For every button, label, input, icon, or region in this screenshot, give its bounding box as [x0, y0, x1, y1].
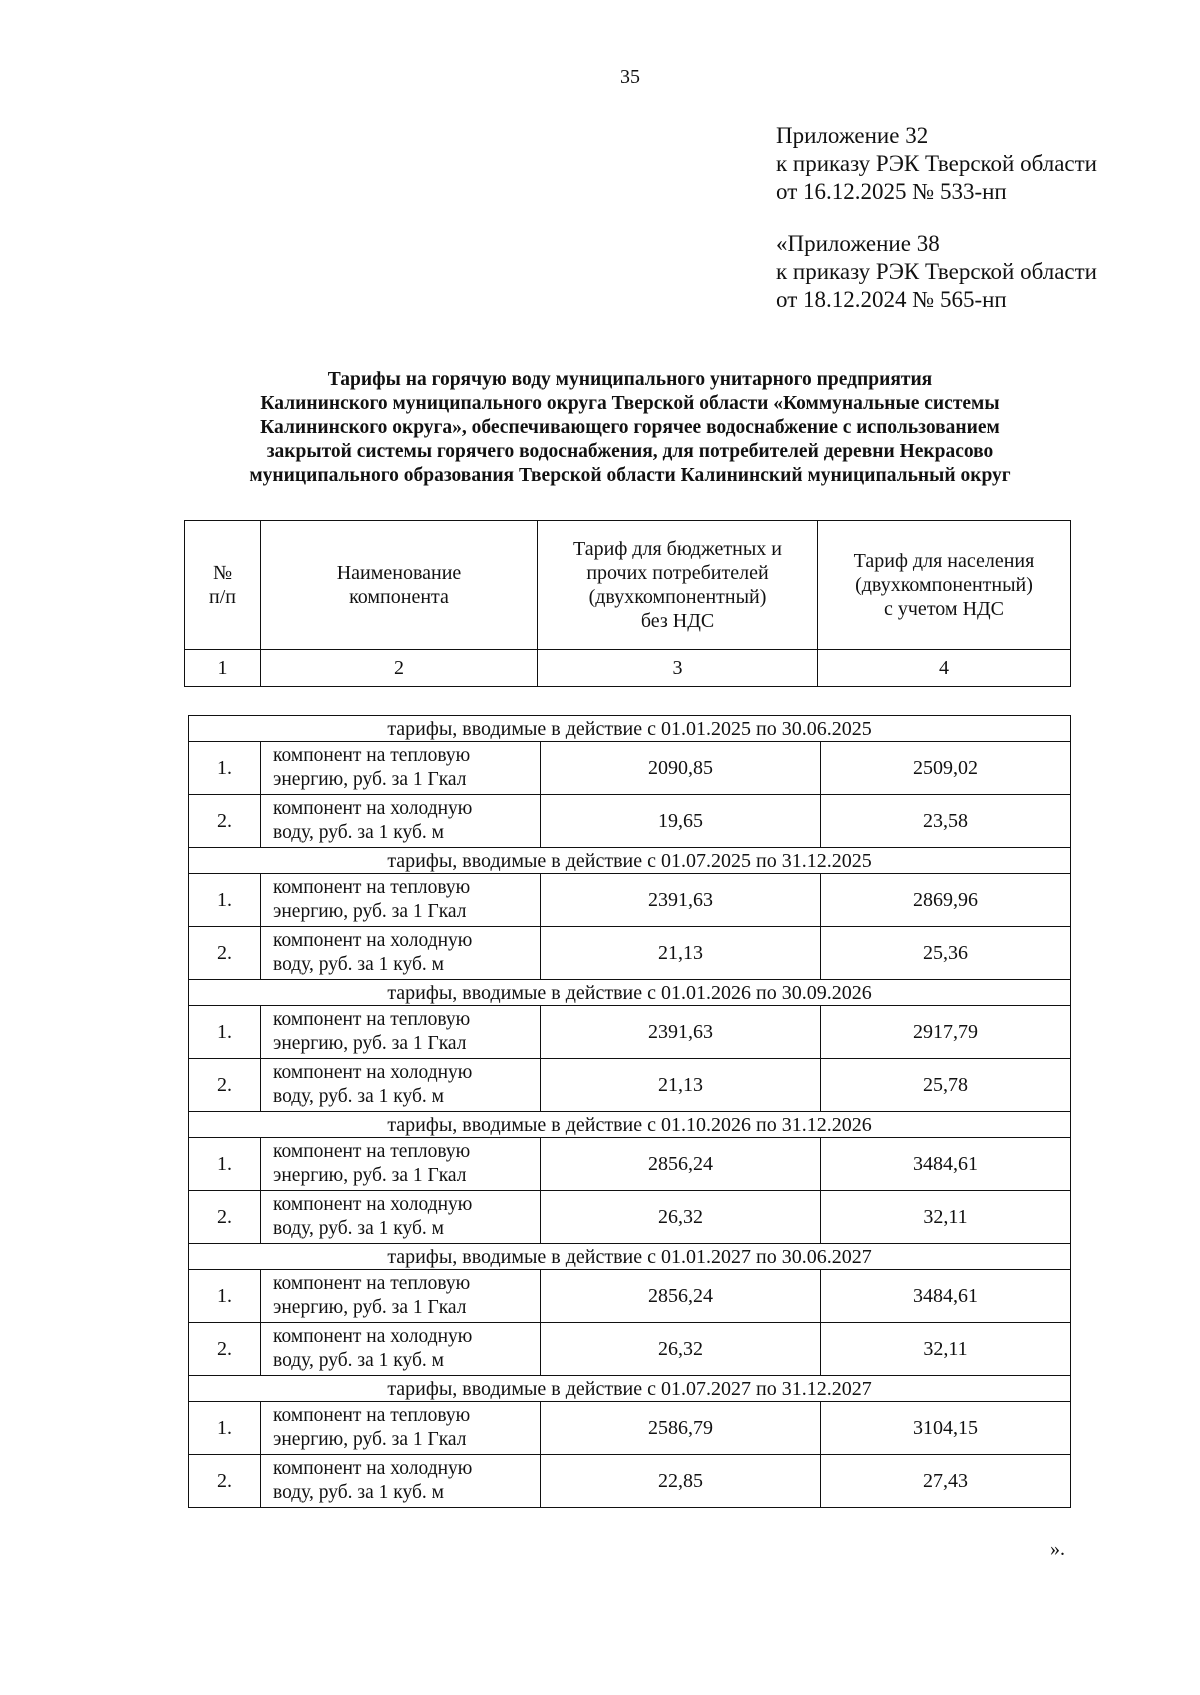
row-number: 2. [189, 1191, 261, 1244]
appendix-line: от 18.12.2024 № 565-нп [776, 287, 1007, 312]
row-number: 2. [189, 1059, 261, 1112]
component-name [261, 927, 541, 980]
budget-tariff-value: 2856,24 [541, 1138, 821, 1191]
component-name-line: воду, руб. за 1 куб. м [273, 1350, 444, 1371]
component-name-line: компонент на холодную [273, 798, 473, 819]
title-line: муниципального образования Тверской области Калининский муниципальный округ [249, 465, 1011, 486]
page-number: 35 [620, 66, 640, 88]
component-name-line: энергию, руб. за 1 Гкал [273, 769, 467, 790]
component-name [261, 1191, 541, 1244]
budget-tariff-value: 22,85 [541, 1455, 821, 1508]
period-row [189, 1244, 1071, 1270]
header-cell-budget-tariff: Тариф для бюджетных и прочих потребителей (двухкомпонентный) без НДС [538, 521, 818, 650]
component-name [261, 1455, 541, 1508]
population-tariff-value: 32,11 [821, 1323, 1071, 1376]
table-row [189, 795, 1071, 848]
column-number: 2 [261, 650, 538, 687]
row-number: 1. [189, 1006, 261, 1059]
row-number: 1. [189, 874, 261, 927]
title-line: закрытой системы горячего водоснабжения, для потребителей деревни Некрасово [266, 441, 994, 462]
table-row [189, 1455, 1071, 1508]
document-title [150, 368, 1110, 488]
period-row [189, 716, 1071, 742]
component-name [261, 742, 541, 795]
period-label: тарифы, вводимые в действие с 01.07.2027 по 31.12.2027 [189, 1376, 1071, 1402]
component-name-line: компонент на холодную [273, 1062, 473, 1083]
budget-tariff-value: 19,65 [541, 795, 821, 848]
budget-tariff-value: 2090,85 [541, 742, 821, 795]
header-cell-name: Наименование компонента [261, 521, 538, 650]
row-number: 1. [189, 1138, 261, 1191]
component-name-line: энергию, руб. за 1 Гкал [273, 1429, 467, 1450]
appendix-line: к приказу РЭК Тверской области [776, 151, 1097, 176]
period-row [189, 848, 1071, 874]
table-row [189, 742, 1071, 795]
component-name [261, 1138, 541, 1191]
appendix-line: к приказу РЭК Тверской области [776, 259, 1097, 284]
population-tariff-value: 2509,02 [821, 742, 1071, 795]
component-name-line: воду, руб. за 1 куб. м [273, 1482, 444, 1503]
component-name-line: компонент на тепловую [273, 745, 471, 766]
period-label: тарифы, вводимые в действие с 01.01.2027 по 30.06.2027 [189, 1244, 1071, 1270]
component-name [261, 1402, 541, 1455]
component-name-line: энергию, руб. за 1 Гкал [273, 1297, 467, 1318]
budget-tariff-value: 2586,79 [541, 1402, 821, 1455]
appendix-line: «Приложение 38 [776, 231, 940, 256]
component-name-line: компонент на холодную [273, 1458, 473, 1479]
component-name-line: энергию, руб. за 1 Гкал [273, 901, 467, 922]
population-tariff-value: 25,36 [821, 927, 1071, 980]
budget-tariff-value: 2856,24 [541, 1270, 821, 1323]
component-name-line: воду, руб. за 1 куб. м [273, 822, 444, 843]
period-row [189, 1112, 1071, 1138]
tariff-table-body [188, 715, 1071, 1508]
component-name-line: компонент на холодную [273, 930, 473, 951]
population-tariff-value: 23,58 [821, 795, 1071, 848]
table-row [189, 927, 1071, 980]
budget-tariff-value: 21,13 [541, 927, 821, 980]
component-name [261, 874, 541, 927]
row-number: 1. [189, 1402, 261, 1455]
component-name-line: компонент на тепловую [273, 1141, 471, 1162]
component-name-line: компонент на холодную [273, 1194, 473, 1215]
tariff-table-header [184, 520, 1071, 687]
row-number: 1. [189, 742, 261, 795]
appendix-reference-current [776, 122, 1097, 206]
row-number: 2. [189, 1323, 261, 1376]
title-line: Тарифы на горячую воду муниципального унитарного предприятия [327, 369, 933, 390]
budget-tariff-value: 26,32 [541, 1191, 821, 1244]
period-row [189, 1376, 1071, 1402]
table-row [189, 1323, 1071, 1376]
header-cell-number: № п/п [185, 521, 261, 650]
header-cell-population-tariff: Тариф для населения (двухкомпонентный) с учетом НДС [818, 521, 1071, 650]
period-label: тарифы, вводимые в действие с 01.01.2025 по 30.06.2025 [189, 716, 1071, 742]
population-tariff-value: 27,43 [821, 1455, 1071, 1508]
table-row [189, 1006, 1071, 1059]
table-row [189, 1191, 1071, 1244]
population-tariff-value: 2869,96 [821, 874, 1071, 927]
component-name [261, 795, 541, 848]
row-number: 2. [189, 927, 261, 980]
component-name-line: воду, руб. за 1 куб. м [273, 954, 444, 975]
appendix-reference-original [776, 230, 1097, 314]
period-row [189, 980, 1071, 1006]
table-row [189, 1270, 1071, 1323]
period-label: тарифы, вводимые в действие с 01.07.2025 по 31.12.2025 [189, 848, 1071, 874]
component-name-line: компонент на тепловую [273, 1405, 471, 1426]
row-number: 1. [189, 1270, 261, 1323]
column-number: 1 [185, 650, 261, 687]
component-name-line: воду, руб. за 1 куб. м [273, 1086, 444, 1107]
table-row [189, 1059, 1071, 1112]
population-tariff-value: 2917,79 [821, 1006, 1071, 1059]
component-name-line: энергию, руб. за 1 Гкал [273, 1033, 467, 1054]
table-row [189, 874, 1071, 927]
population-tariff-value: 25,78 [821, 1059, 1071, 1112]
appendix-line: Приложение 32 [776, 123, 929, 148]
component-name-line: компонент на тепловую [273, 1273, 471, 1294]
population-tariff-value: 32,11 [821, 1191, 1071, 1244]
population-tariff-value: 3104,15 [821, 1402, 1071, 1455]
budget-tariff-value: 26,32 [541, 1323, 821, 1376]
row-number: 2. [189, 1455, 261, 1508]
component-name [261, 1059, 541, 1112]
appendix-line: от 16.12.2025 № 533-нп [776, 179, 1007, 204]
component-name [261, 1323, 541, 1376]
component-name-line: компонент на тепловую [273, 1009, 471, 1030]
row-number: 2. [189, 795, 261, 848]
column-number: 3 [538, 650, 818, 687]
column-number: 4 [818, 650, 1071, 687]
period-label: тарифы, вводимые в действие с 01.01.2026 по 30.09.2026 [189, 980, 1071, 1006]
budget-tariff-value: 21,13 [541, 1059, 821, 1112]
budget-tariff-value: 2391,63 [541, 1006, 821, 1059]
population-tariff-value: 3484,61 [821, 1138, 1071, 1191]
component-name-line: энергию, руб. за 1 Гкал [273, 1165, 467, 1186]
component-name-line: компонент на холодную [273, 1326, 473, 1347]
component-name-line: компонент на тепловую [273, 877, 471, 898]
table-row [189, 1138, 1071, 1191]
closing-quote-mark: ». [1050, 1538, 1065, 1560]
component-name [261, 1006, 541, 1059]
population-tariff-value: 3484,61 [821, 1270, 1071, 1323]
table-row [189, 1402, 1071, 1455]
title-line: Калининского муниципального округа Тверской области «Коммунальные системы [260, 393, 1000, 414]
component-name [261, 1270, 541, 1323]
component-name-line: воду, руб. за 1 куб. м [273, 1218, 444, 1239]
title-line: Калининского округа», обеспечивающего горячее водоснабжение с использованием [260, 417, 1000, 438]
period-label: тарифы, вводимые в действие с 01.10.2026 по 31.12.2026 [189, 1112, 1071, 1138]
budget-tariff-value: 2391,63 [541, 874, 821, 927]
